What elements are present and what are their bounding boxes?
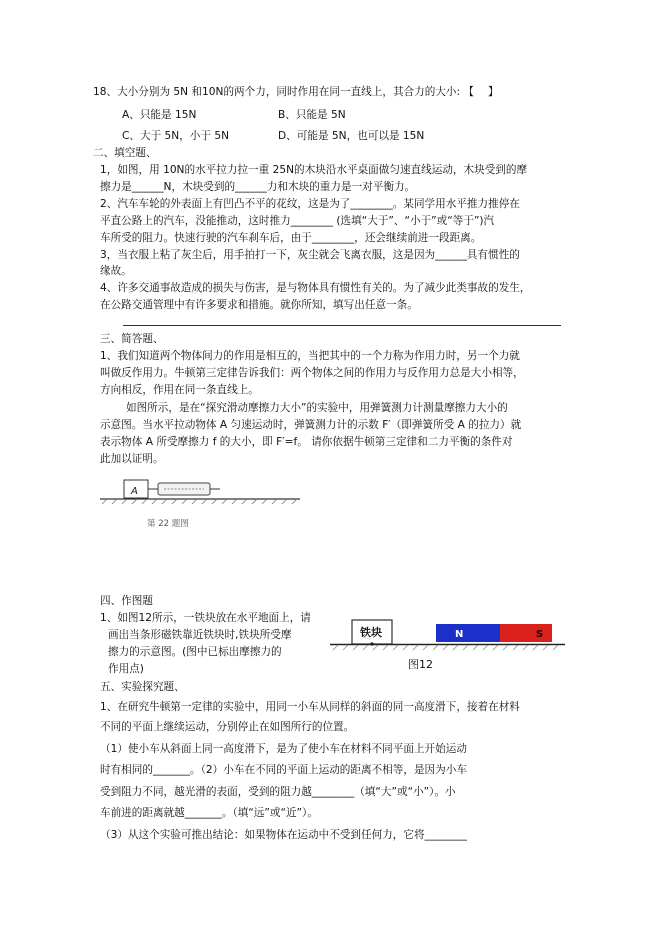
answer-line	[123, 325, 561, 326]
short-p1-line3: 方向相反，作用在同一条直线上。	[100, 384, 259, 396]
exp-q1-line4: 时有相同的_______。（2）小车在不同的平面上运动的距离不相等，是因为小车	[100, 764, 467, 776]
magnet-south	[500, 624, 552, 642]
draw-heading: 四、作图题	[100, 595, 153, 607]
ground-hatching	[333, 645, 558, 650]
short-p2-line2: 示意图。当水平拉动物体 A 匀速运动时，弹簧测力计的示数 F′（即弹簧所受 A 的拉力）就	[100, 419, 522, 431]
draw-q1-line2: 画出当条形磁铁靠近铁块时,铁块所受摩	[108, 629, 292, 641]
draw-q1-line1: 1、如图12所示，一铁块放在水平地面上，请	[100, 612, 311, 624]
spring-scale-figure	[100, 474, 300, 534]
q18-option-b: B、只能是 5N	[278, 109, 346, 121]
table-hatching	[102, 499, 297, 504]
figure-22-caption: 第 22 题图	[147, 519, 189, 529]
figure-12-caption: 图12	[408, 658, 433, 671]
exp-q1-line3: （1）使小车从斜面上同一高度滑下，是为了使小车在材料不同平面上开始运动	[100, 743, 467, 755]
fill-q3-line2: 缘故。	[100, 265, 132, 277]
short-p2-line1: 如图所示，是在“探究滑动摩擦力大小”的实验中，用弹簧测力计测量摩擦力大小的	[126, 402, 508, 414]
short-p2-line4: 此加以证明。	[100, 453, 164, 465]
fill-heading: 二、填空题、	[93, 147, 157, 159]
fill-q2-line1: 2、汽车车轮的外表面上有凹凸不平的花纹，这是为了________。某同学用水平推力推停在	[100, 198, 520, 210]
magnet-n-label: N	[455, 629, 464, 640]
fill-q1-line1: 1，如图，用 10N的水平拉力拉一重 25N的木块沿水平桌面做匀速直线运动，木块受到的摩	[100, 164, 528, 176]
block-a-label: A	[131, 486, 138, 497]
fill-q4-line1: 4、许多交通事故造成的损失与伤害，是与物体具有惯性有关的。为了减少此类事故的发生，	[100, 282, 531, 294]
magnet-figure	[330, 614, 565, 674]
fill-q4-line2: 在公路交通管理中有许多要求和措施。就你所知，填写出任意一条。	[100, 299, 418, 311]
q18-option-d: D、可能是 5N，也可以是 15N	[278, 130, 425, 142]
fill-q3-line1: 3，当衣服上粘了灰尘后，用手拍打一下，灰尘就会飞离衣服，这是因为______具有惯性的	[100, 249, 520, 261]
magnet-north	[436, 624, 500, 642]
draw-q1-line4: 作用点)	[108, 663, 144, 675]
short-p2-line3: 表示物体 A 所受摩擦力 f 的大小，即 F′=f。 请你依据牛顿第三定律和二力平衡的条件对	[100, 436, 513, 448]
short-p1-line1: 1、我们知道两个物体间力的作用是相互的，当把其中的一个力称为作用力时，另一个力就	[100, 350, 520, 362]
magnet-s-label: S	[536, 629, 544, 640]
exp-q1-line1: 1、在研究牛顿第一定律的实验中，用同一小车从同样的斜面的同一高度滑下，接着在材料	[100, 701, 520, 713]
fill-q2-line3: 车所受的阻力。快速行驶的汽车刹车后，由于________，还会继续前进一段距离。	[100, 232, 482, 244]
iron-block-label: 铁块	[360, 626, 382, 639]
exp-q1-line6: 车前进的距离就越_______。（填“远”或“近”）。	[100, 807, 318, 819]
draw-q1-line3: 擦力的示意图。(图中已标出摩擦力的	[108, 646, 282, 658]
fill-q2-line2: 平直公路上的汽车，没能推动，这时推力________ (选填“大于”、“小于”或“等于”)汽	[100, 215, 495, 227]
short-p1-line2: 叫做反作用力。牛顿第三定律告诉我们：两个物体之间的作用力与反作用力总是大小相等，	[100, 367, 524, 379]
exp-q1-line7: （3）从这个实验可推出结论：如果物体在运动中不受到任何力，它将________	[100, 829, 467, 841]
q18-option-a: A、只能是 15N	[122, 109, 197, 121]
exp-heading: 五、实验探究题、	[100, 681, 185, 693]
exp-q1-line2: 不同的平面上继续运动，分别停止在如图所行的位置。	[100, 721, 355, 733]
fill-q1-line2: 擦力是______N，木块受到的______力和木块的重力是一对平衡力。	[100, 181, 416, 193]
exp-q1-line5: 受到阻力不同，越光滑的表面，受到的阻力越________（填“大”或“小”）。小	[100, 786, 456, 798]
q18-stem: 18、大小分别为 5N 和10N的两个力，同时作用在同一直线上，其合力的大小: 【 】	[93, 86, 499, 98]
short-heading: 三、简答题、	[100, 333, 164, 345]
q18-option-c: C、大于 5N，小于 5N	[122, 130, 230, 142]
